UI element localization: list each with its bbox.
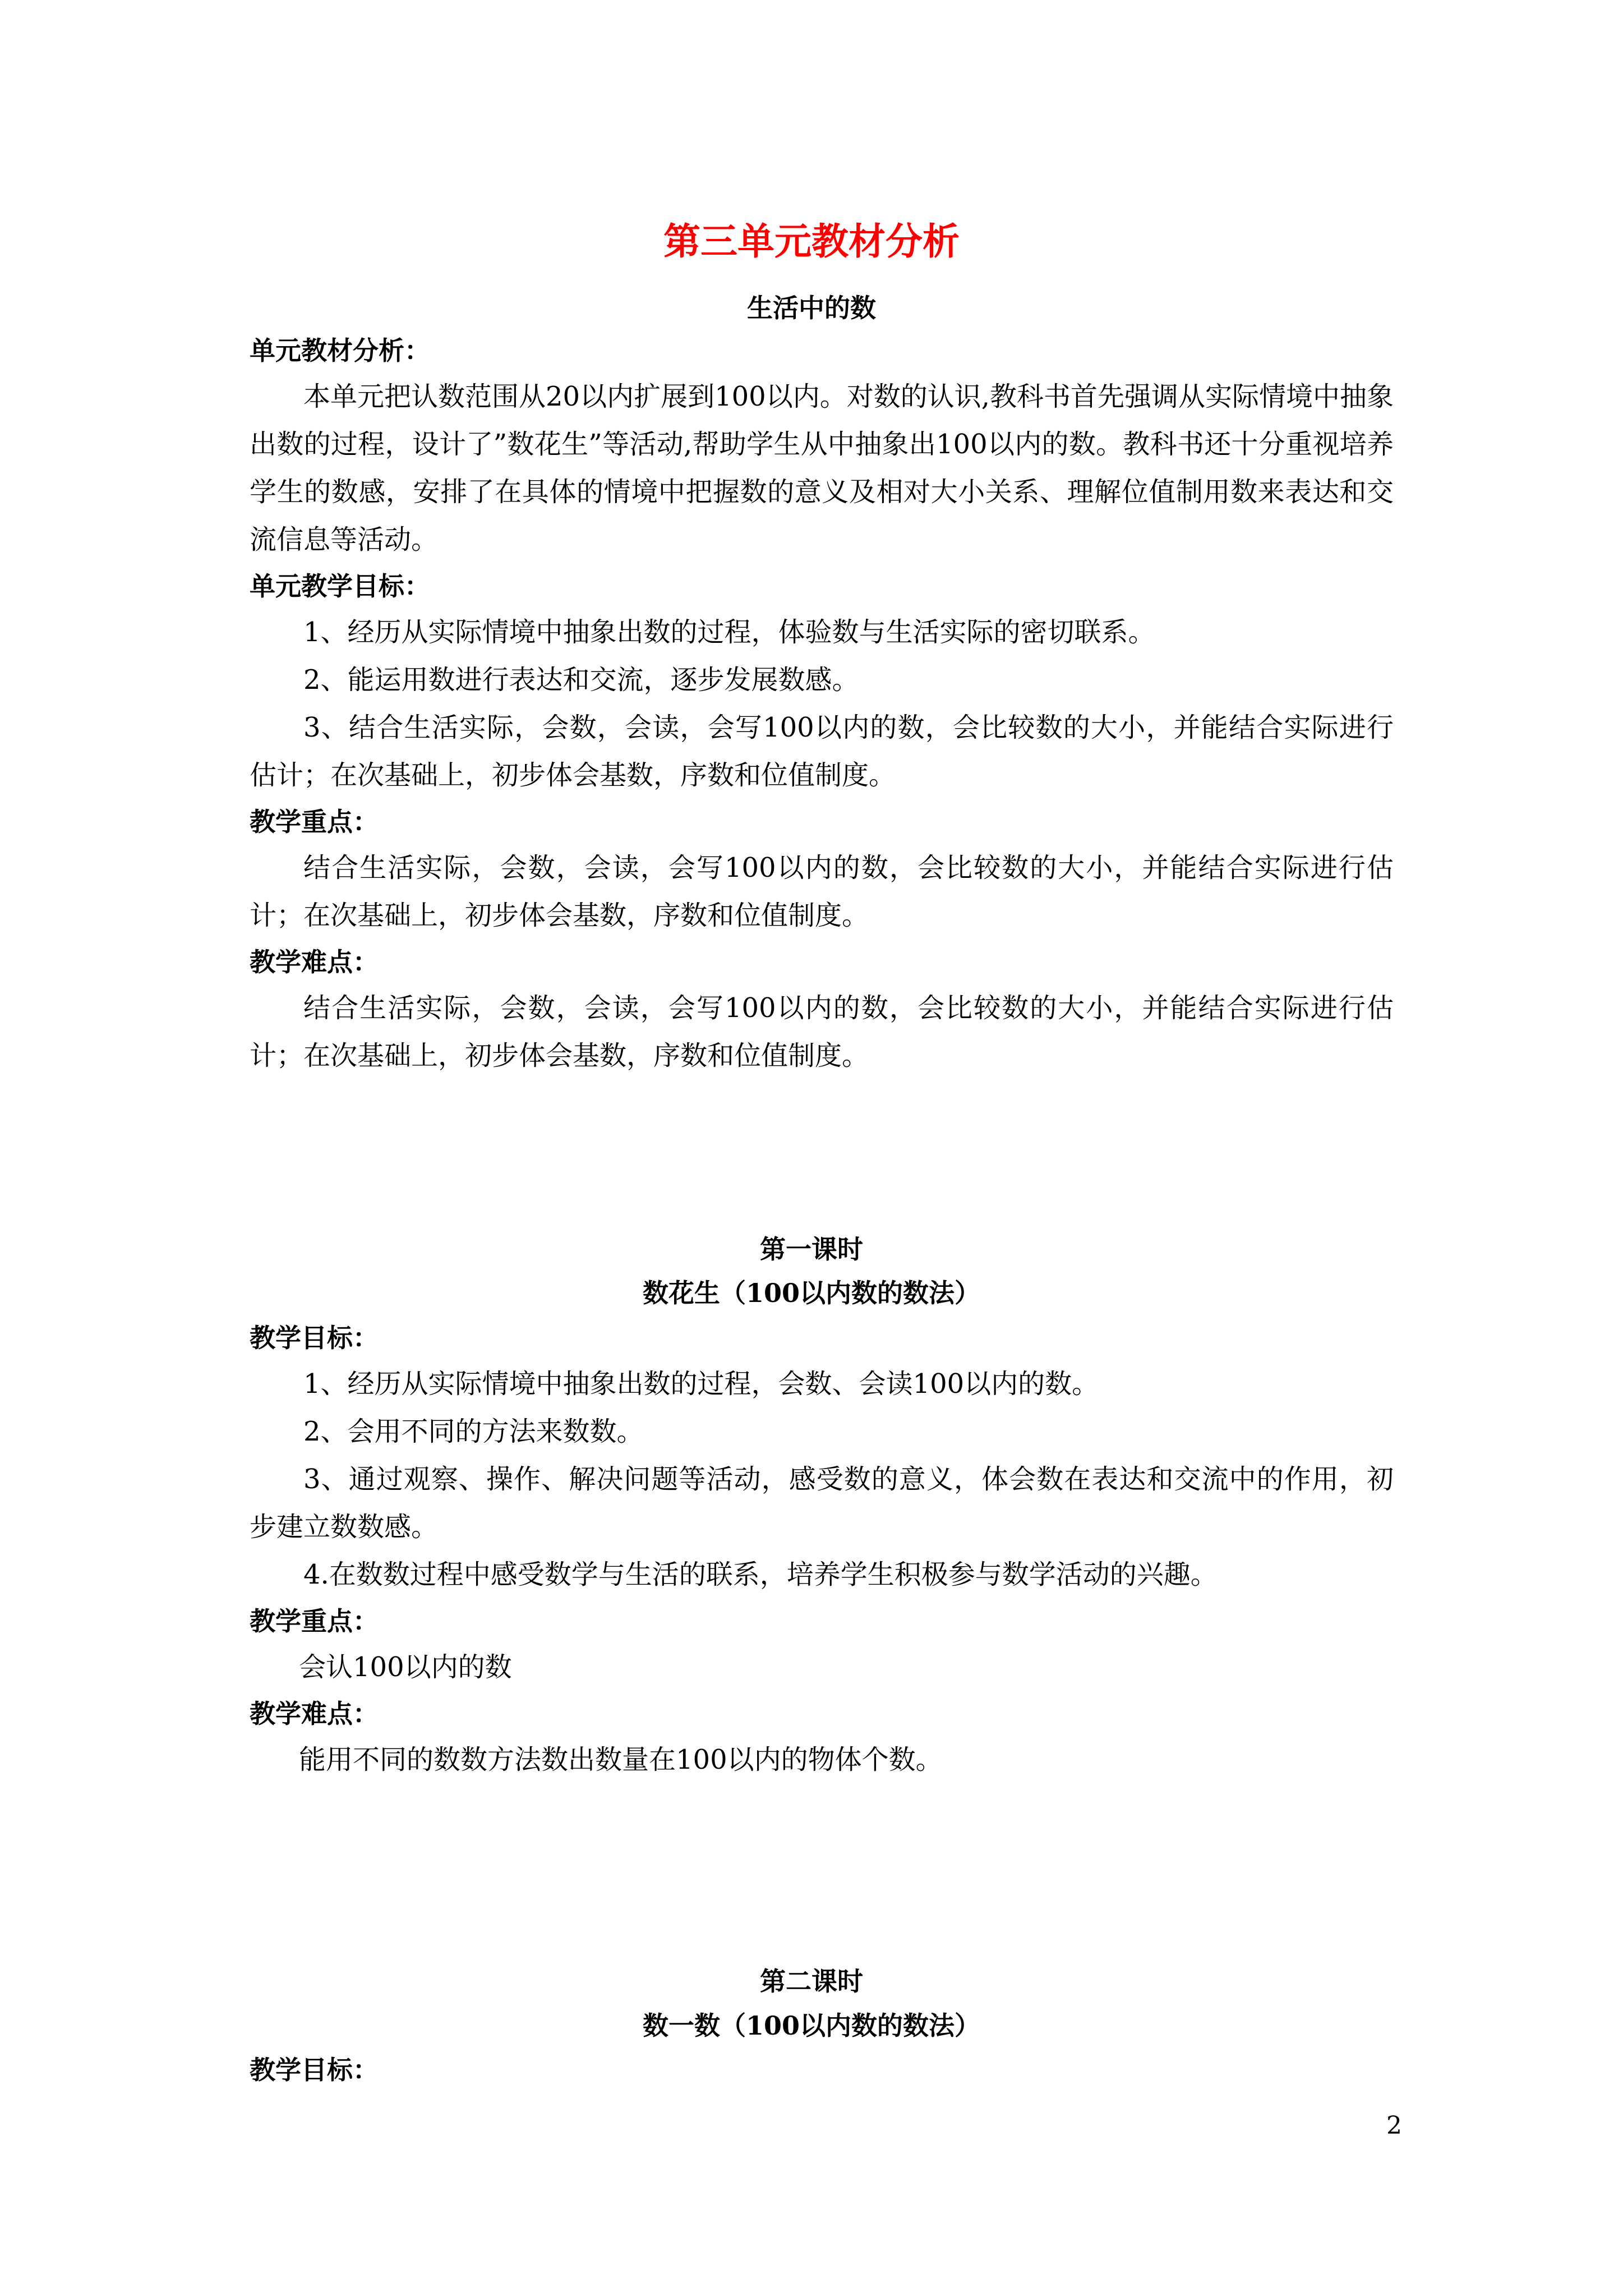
unit-analysis-text: 本单元把认数范围从20以内扩展到100以内。对数的认识,教科书首先强调从实际情境中抽象出数的过程，设计了”数花生”等活动,帮助学生从中抽象出100以内的数。教科书还十分重视培养学生的数感，安排了在具体的情境中把握数的意义及相对大小关系、理解位值制用数来表达和交流信息等活动。 [250, 381, 1394, 555]
lesson1-goals-heading: 教学目标： [250, 1323, 379, 1353]
unit-goal-item: 2、能运用数进行表达和交流，逐步发展数感。 [303, 664, 859, 696]
lesson2-section [250, 2047, 1394, 2092]
lesson1-section [250, 1315, 1394, 1784]
lesson2-label: 第二课时 [760, 1966, 863, 1996]
lesson1-goal-item: 4.在数数过程中感受数学与生活的联系，培养学生积极参与数学活动的兴趣。 [303, 1559, 1218, 1590]
key-points-text: 结合生活实际，会数，会读，会写100以内的数，会比较数的大小，并能结合实际进行估计；在次基础上，初步体会基数，序数和位值制度。 [250, 852, 1394, 931]
lesson1-difficult-text: 能用不同的数数方法数出数量在100以内的物体个数。 [299, 1744, 943, 1775]
page-number: 2 [1386, 2111, 1402, 2140]
lesson1-goal-item: 3、通过观察、操作、解决问题等活动，感受数的意义，体会数在表达和交流中的作用，初步建立数数感。 [250, 1464, 1394, 1543]
lesson2-goals-heading: 教学目标： [250, 2055, 379, 2085]
lesson1-key-text: 会认100以内的数 [299, 1651, 512, 1683]
difficult-points-text: 结合生活实际，会数，会读，会写100以内的数，会比较数的大小，并能结合实际进行估计；在次基础上，初步体会基数，序数和位值制度。 [250, 992, 1394, 1071]
difficult-points-heading: 教学难点： [250, 947, 379, 977]
lesson1-goal-item: 2、会用不同的方法来数数。 [303, 1416, 644, 1447]
page-title: 第三单元教材分析 [663, 219, 960, 263]
lesson1-difficult-heading: 教学难点： [250, 1699, 379, 1729]
key-points-heading: 教学重点： [250, 807, 379, 837]
lesson2-title: 数一数（100以内数的数法） [642, 2010, 981, 2041]
unit-goal-item: 3、结合生活实际，会数，会读，会写100以内的数，会比较数的大小，并能结合实际进行估计；在次基础上，初步体会基数，序数和位值制度。 [250, 712, 1394, 791]
subtitle: 生活中的数 [747, 293, 876, 323]
unit-goal-item: 1、经历从实际情境中抽象出数的过程，体验数与生活实际的密切联系。 [303, 616, 1155, 648]
lesson1-title: 数花生（100以内数的数法） [642, 1278, 981, 1308]
unit-goals-heading: 单元教学目标： [250, 571, 430, 601]
unit-section [250, 328, 1394, 1080]
lesson1-goal-item: 1、经历从实际情境中抽象出数的过程，会数、会读100以内的数。 [303, 1368, 1099, 1400]
lesson1-key-heading: 教学重点： [250, 1606, 379, 1636]
lesson1-label: 第一课时 [760, 1234, 863, 1264]
unit-analysis-heading: 单元教材分析： [250, 335, 430, 366]
